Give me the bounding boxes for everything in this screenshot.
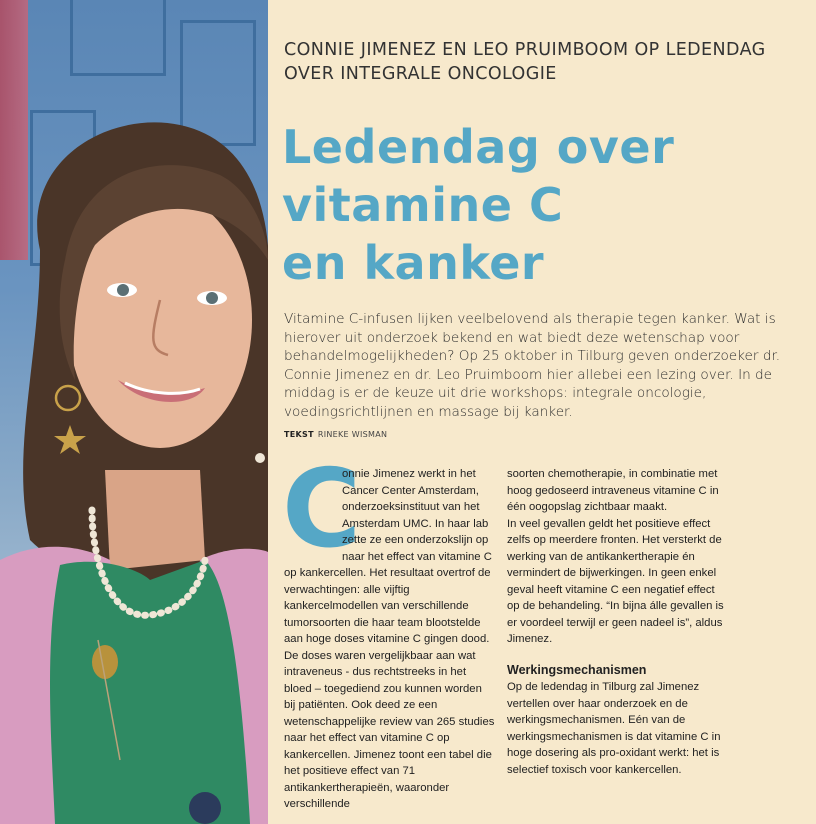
section-subhead: Werkingsmechanismen <box>507 662 647 677</box>
body-paragraph: soorten chemotherapie, in combinatie met hoog gedoseerd intraveneus vitamine C in één oogopslag zichtbaar maakt. <box>507 468 719 513</box>
body-column-2 <box>507 466 725 778</box>
article-headline <box>282 118 802 292</box>
byline-label: TEKST <box>284 430 314 439</box>
portrait-illustration <box>0 0 268 824</box>
body-paragraph: onnie Jimenez werkt in het Cancer Center Amsterdam, onderzoeksinstituut van het Amsterdam UMC. In haar lab zette ze een onderzokslijn op naar het effect van vitamine C op kankercellen. Het resultaat overtrof de verwachtingen: alle vijftig kankercelmodellen van verschillende tumorsoorten die haar team blootstelde aan hoge doses vitamine C gingen dood. De doses waren vergelijkbaar aan wat intraveneus - dus rechtstreeks in het bloed – toegediend zou kunnen worden bij patiënten. Ook deed ze een wetenschappelijke review van 265 studies naar het effect van vitamine C op kankercellen. Jimenez toont een tabel die het positieve effect van 71 antikankertherapieën, waaronder verschillende <box>284 468 495 810</box>
byline-author: RINEKE WISMAN <box>317 430 388 439</box>
byline <box>284 430 387 439</box>
body-paragraph: In veel gevallen geldt het positieve effect zelfs op meerdere fronten. Het versterkt de werking van de antikankertherapie én vermindert de bijwerkingen. In geen enkel geval heeft vitamine C een negatief effect op de behandeling. “In bijna álle gevallen is er voordeel terwijl er geen nadeel is”, aldus Jimenez. <box>507 517 724 645</box>
article-lead: Vitamine C-infusen lijken veelbelovend als therapie tegen kanker. Wat is hierover uit onderzoek bekend en wat biedt deze wetenschap voor behandelmogelijkheden? Op 25 oktober in Tilburg geven onderzoeker dr. Connie Jimenez en dr. Leo Pruimboom hier allebei een lezing over. In de middag is er de keuze uit drie workshops: integrale oncologie, voedingsrichtlijnen en massage bij kanker. <box>284 311 781 420</box>
body-paragraph: Op de ledendag in Tilburg zal Jimenez vertellen over haar onderzoek en de werkingsmechanismen. Eén van de werkingsmechanismen is dat vitamine C in hoge dosering als pro-oxidant werkt: het is selectief toxisch voor kankercellen. <box>507 681 721 776</box>
headline-line: en kanker <box>282 236 545 290</box>
portrait-photo <box>0 0 268 824</box>
headline-line: Ledendag over <box>282 120 675 174</box>
drop-cap: C <box>282 447 362 572</box>
headline-line: vitamine C <box>282 178 564 232</box>
article-kicker: CONNIE JIMENEZ EN LEO PRUIMBOOM OP LEDENDAG OVER INTEGRALE ONCOLOGIE <box>284 40 766 84</box>
body-column-1 <box>282 447 496 813</box>
